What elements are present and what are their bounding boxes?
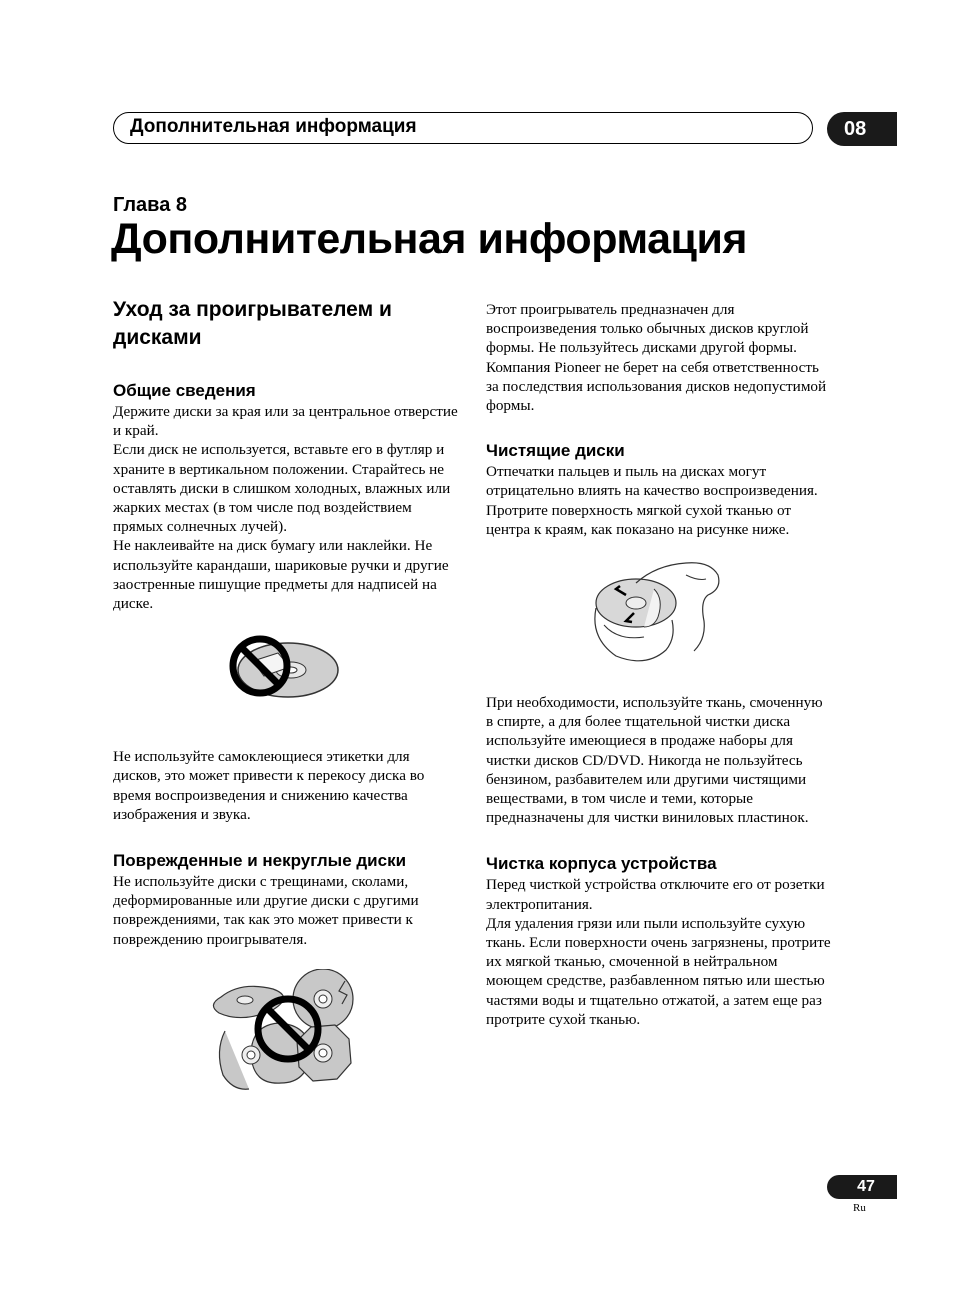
body-cleaning-paragraph-2: Для удаления грязи или пыли используйте сухую ткань. Если поверхности очень загрязнены, протрите их мягкой тканью, смоченной в нейтральном моющем средстве, разбавленном пятью или шестью частями воды и тщательно отжатой, а затем еще раз протрите сухой тканью. [486,914,831,1028]
body-cleaning-paragraph-1: Перед чисткой устройства отключите его от розетки электропитания. [486,876,825,913]
left-column [113,296,458,1109]
no-label-disc-figure [113,631,458,739]
general-paragraph-3: Не наклеивайте на диск бумагу или наклейки. Не используйте карандаши, шариковые ручки и другие заостренные пишущие предметы для надписей на диске. [113,537,449,613]
right-column [486,300,831,1029]
intro-paragraph: Этот проигрыватель предназначен для воспроизведения только обычных дисков круглой формы. Не пользуйтесь дисками другой формы. Компания Pioneer не берет на себя ответственность за последствия использования дисков недопустимой формы. [486,301,827,415]
cleaning-paragraph-1: Отпечатки пальцев и пыль на дисках могут отрицательно влиять на качество воспроизведения. Протрите поверхность мягкой сухой тканью от центра к краям, как показано на рисунке ниже. [486,463,818,538]
cleaning-heading: Чистящие диски [486,441,625,461]
general-paragraph-2: Если диск не используется, вставьте его в футляр и храните в вертикальном положении. Старайтесь не оставлять диски в слишком холодных, влажных или жарких местах (в том числе под воздействием прямых солнечных лучей). [113,441,451,536]
chapter-title: Дополнительная информация [111,215,748,263]
damaged-paragraph-1: Не используйте диски с трещинами, сколами, деформированные или другие диски с другими повреждениями, так как это может привести к повреждению проигрывателя. [113,873,419,948]
general-paragraph-1: Держите диски за края или за центральное отверстие и край. [113,403,458,440]
chapter-label: Глава 8 [113,194,188,216]
page-number: 47 [827,1175,897,1199]
header-title: Дополнительная информация [130,116,417,137]
general-heading: Общие сведения [113,381,256,400]
disc-wiping-figure [486,553,831,693]
damaged-discs-illustration [113,969,458,1109]
general-paragraph-4: Не используйте самоклеющиеся этикетки для дисков, это может привести к перекосу диска во время воспроизведения и снижению качества изображения и звука. [113,748,425,823]
chapter-badge: 08 [827,112,897,146]
language-code: Ru [853,1202,866,1214]
body-cleaning-heading: Чистка корпуса устройства [486,854,717,874]
no-sticker-illustration [113,631,458,721]
damaged-heading: Поврежденные и некруглые диски [113,851,407,871]
section-title: Уход за проигрывателем и дисками [113,298,392,349]
damaged-discs-figure [113,969,458,1109]
cleaning-paragraph-2: При необходимости, используйте ткань, смоченную в спирте, а для более тщательной чистки диска используйте имеющиеся в продаже наборы для чистки дисков CD/DVD. Никогда не пользуйтесь бензином, разбавителем или другими чистящими веществами, в том числе и теми, которые предназначены для чистки виниловых пластинок. [486,694,823,827]
wiping-illustration [486,553,831,673]
